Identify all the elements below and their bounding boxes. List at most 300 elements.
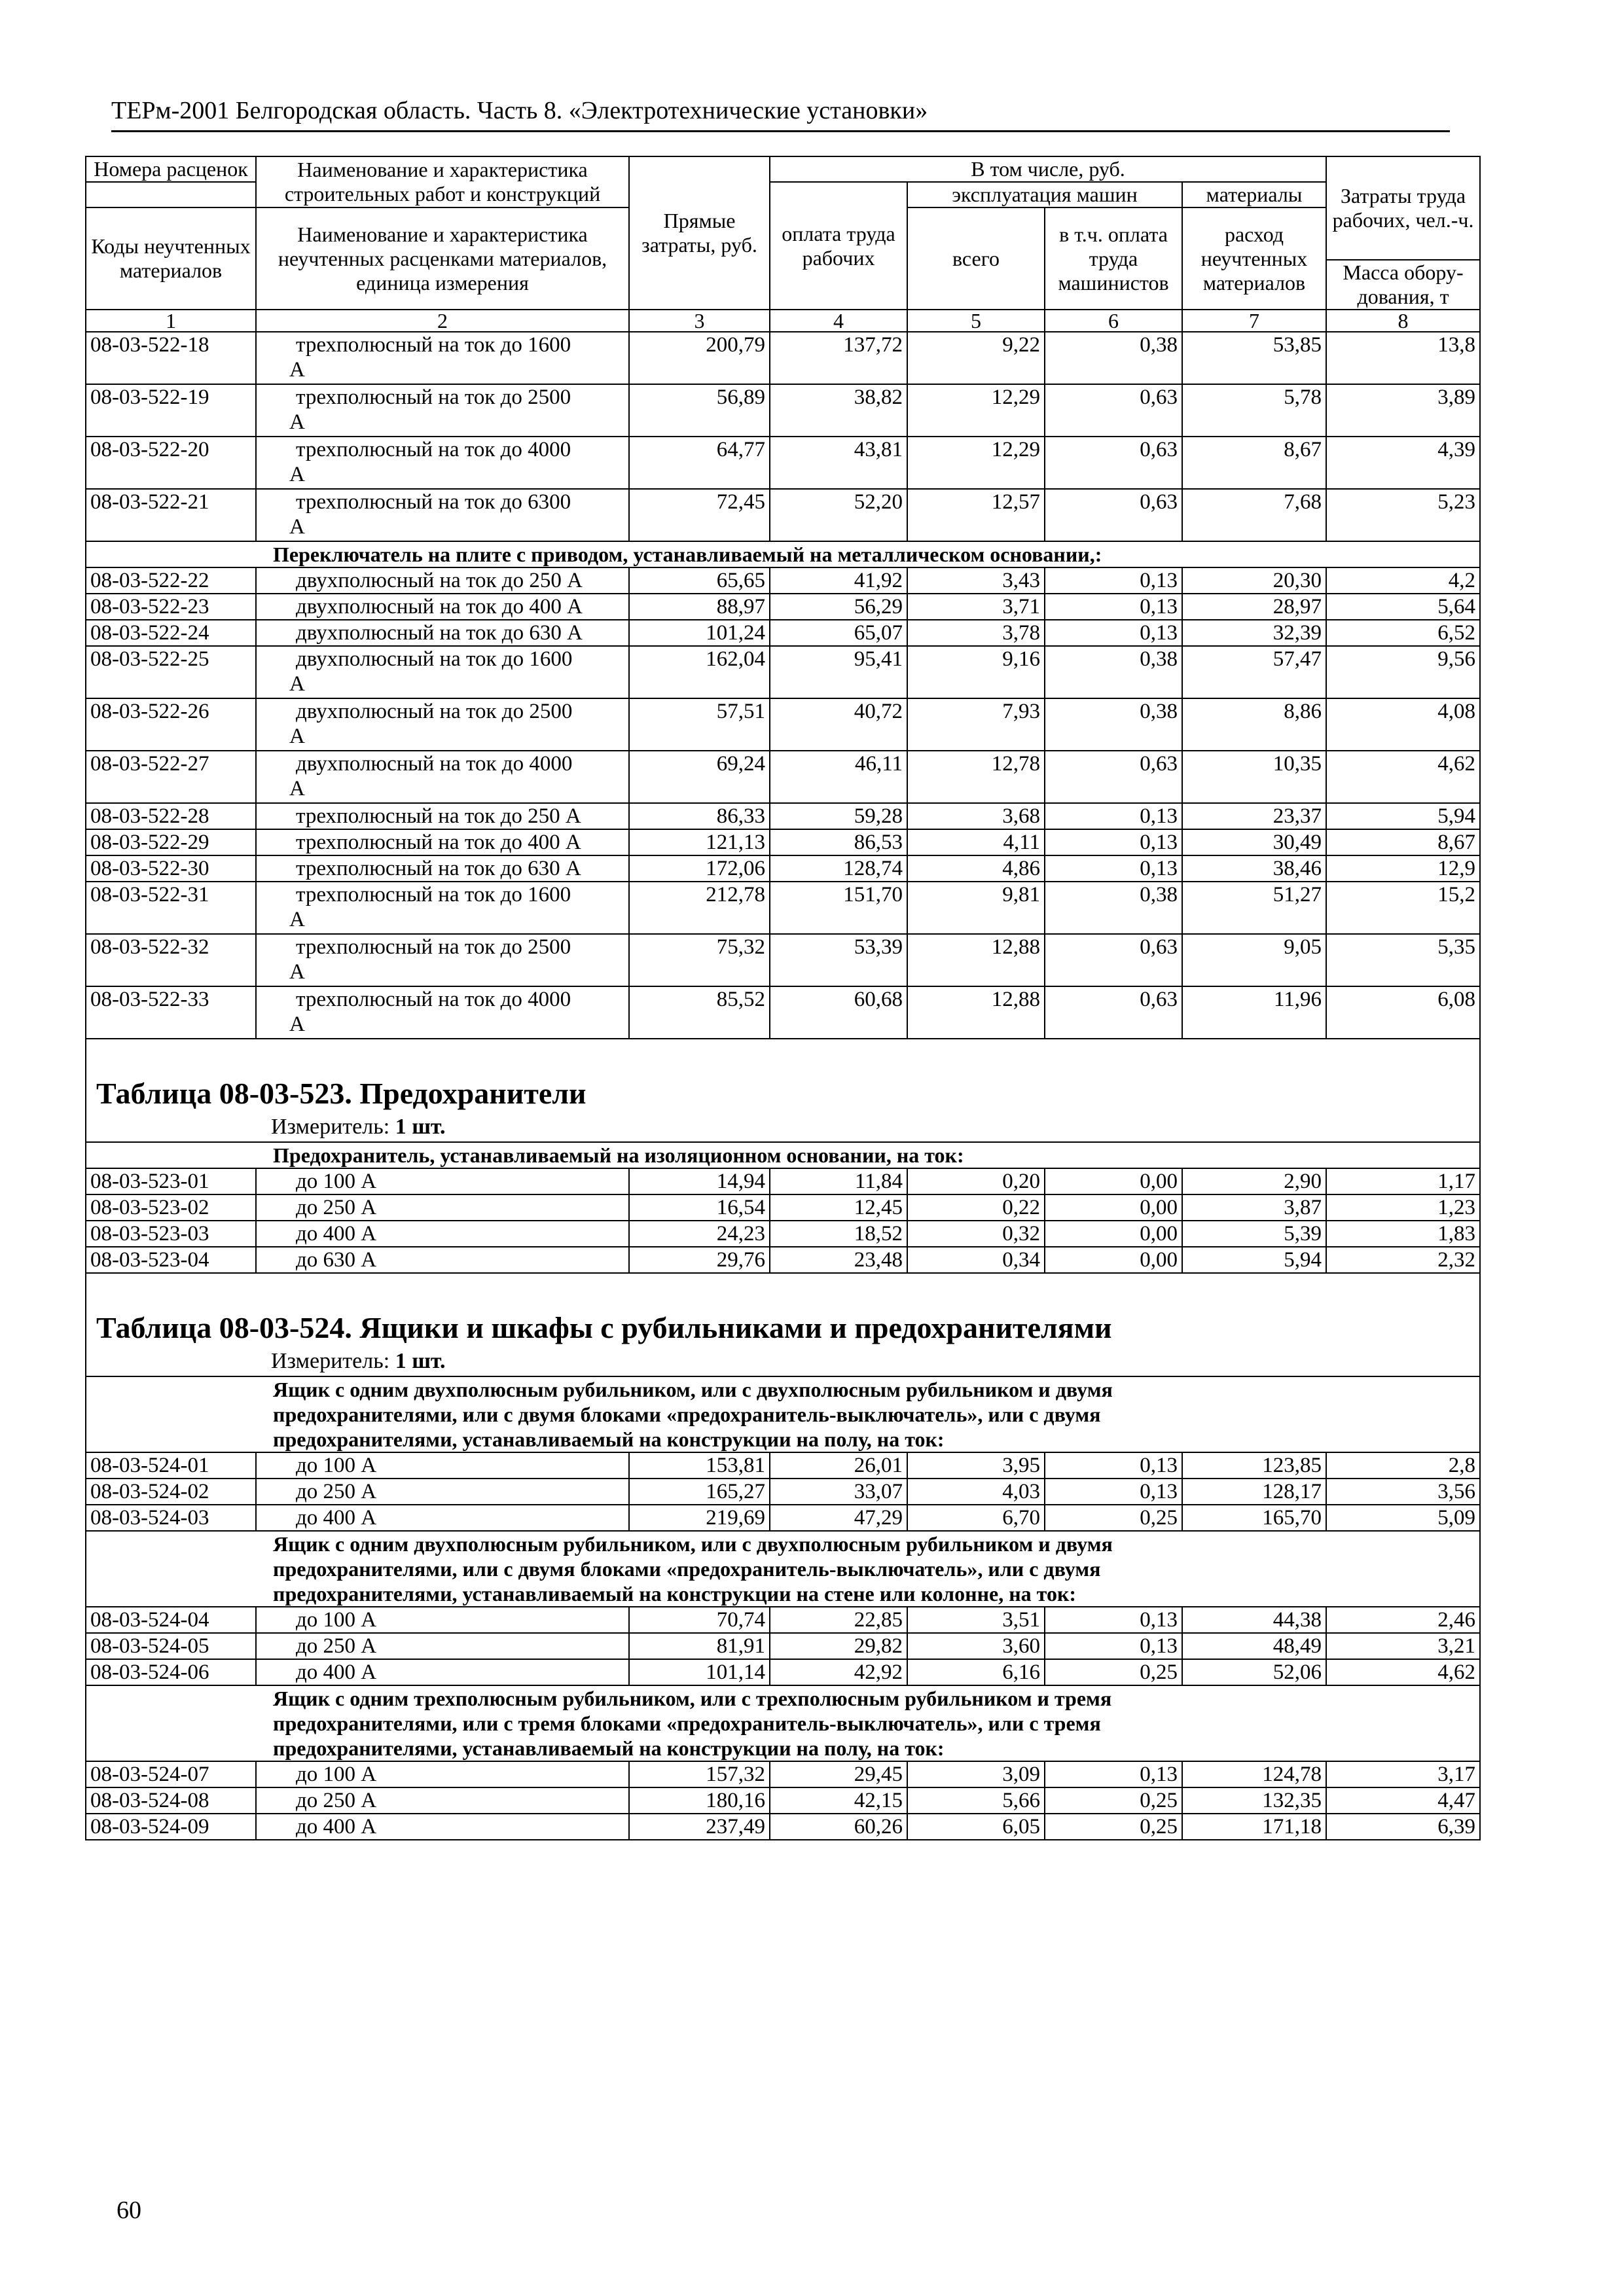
measure-label: Измеритель: bbox=[271, 1349, 390, 1373]
rate-value: 162,04 bbox=[629, 646, 770, 698]
rate-value: 5,35 bbox=[1326, 934, 1480, 986]
rate-value: 6,70 bbox=[907, 1505, 1045, 1531]
table-row bbox=[86, 384, 1480, 437]
rate-value: 0,32 bbox=[907, 1221, 1045, 1247]
rate-value: 23,37 bbox=[1182, 803, 1326, 829]
rate-value: 5,64 bbox=[1326, 594, 1480, 620]
rate-value: 0,63 bbox=[1045, 437, 1182, 489]
table-title: Таблица 08-03-523. Предохранители bbox=[86, 1073, 1480, 1113]
rate-value: 10,35 bbox=[1182, 751, 1326, 803]
rate-value: 46,11 bbox=[770, 751, 907, 803]
measure-value: 1 шт. bbox=[395, 1115, 446, 1139]
measure-row bbox=[86, 1347, 1480, 1376]
group-heading-line: Ящик с одним двухполюсным рубильником, или с двухполюсным рубильником и двумя bbox=[273, 1378, 1113, 1401]
rate-value: 13,8 bbox=[1326, 332, 1480, 384]
rate-value: 165,27 bbox=[629, 1479, 770, 1505]
rate-value: 0,00 bbox=[1045, 1247, 1182, 1273]
rate-value: 14,94 bbox=[629, 1168, 770, 1194]
rate-unit: А bbox=[289, 908, 305, 931]
rate-name-text: двухполюсный на ток до 1600 bbox=[296, 647, 573, 671]
rate-name-text: трехполюсный на ток до 1600 bbox=[296, 333, 571, 357]
measure-row bbox=[86, 1113, 1480, 1142]
rate-value: 72,45 bbox=[629, 489, 770, 541]
rate-name-text: до 250 А bbox=[296, 1789, 377, 1812]
rate-value: 3,09 bbox=[907, 1761, 1045, 1787]
rate-value: 53,39 bbox=[770, 934, 907, 986]
rate-name-text: до 100 А bbox=[296, 1608, 377, 1632]
rate-value: 5,94 bbox=[1326, 803, 1480, 829]
table-row bbox=[86, 1505, 1480, 1531]
rate-value: 28,97 bbox=[1182, 594, 1326, 620]
rate-value: 3,71 bbox=[907, 594, 1045, 620]
rate-name-text: до 250 А bbox=[296, 1196, 377, 1219]
rate-value: 3,56 bbox=[1326, 1479, 1480, 1505]
header-equipment-mass: Масса обору-дования, т bbox=[1326, 260, 1480, 310]
rate-value: 0,38 bbox=[1045, 332, 1182, 384]
table-row bbox=[86, 986, 1480, 1039]
rate-value: 1,83 bbox=[1326, 1221, 1480, 1247]
rate-unit: А bbox=[289, 960, 305, 984]
rate-name-text: трехполюсный на ток до 1600 bbox=[296, 883, 571, 906]
rate-name bbox=[256, 1787, 629, 1814]
rate-code: 08-03-524-07 bbox=[86, 1761, 256, 1787]
table-row bbox=[86, 620, 1480, 646]
rate-name bbox=[256, 1505, 629, 1531]
rate-value: 12,57 bbox=[907, 489, 1045, 541]
table-title: Таблица 08-03-524. Ящики и шкафы с рубильниками и предохранителями bbox=[86, 1308, 1480, 1347]
rate-value: 0,25 bbox=[1045, 1814, 1182, 1840]
rate-value: 172,06 bbox=[629, 855, 770, 882]
rate-value: 1,17 bbox=[1326, 1168, 1480, 1194]
header-material-consumption: расход неучтенных материалов bbox=[1182, 207, 1326, 310]
rate-value: 43,81 bbox=[770, 437, 907, 489]
table-row bbox=[86, 1607, 1480, 1633]
column-number: 1 bbox=[86, 310, 256, 332]
rate-value: 0,13 bbox=[1045, 567, 1182, 594]
rate-name bbox=[256, 698, 629, 751]
rate-code: 08-03-522-29 bbox=[86, 829, 256, 855]
rate-value: 128,17 bbox=[1182, 1479, 1326, 1505]
rate-name bbox=[256, 332, 629, 384]
rate-value: 12,78 bbox=[907, 751, 1045, 803]
rate-value: 3,95 bbox=[907, 1452, 1045, 1479]
rate-value: 32,39 bbox=[1182, 620, 1326, 646]
rate-name bbox=[256, 934, 629, 986]
rate-value: 123,85 bbox=[1182, 1452, 1326, 1479]
rate-name-text: трехполюсный на ток до 250 А bbox=[296, 804, 581, 828]
rate-name bbox=[256, 829, 629, 855]
table-row bbox=[86, 646, 1480, 698]
rate-name bbox=[256, 620, 629, 646]
rate-code: 08-03-522-19 bbox=[86, 384, 256, 437]
rate-code: 08-03-524-04 bbox=[86, 1607, 256, 1633]
rate-value: 3,60 bbox=[907, 1633, 1045, 1659]
rate-value: 4,11 bbox=[907, 829, 1045, 855]
column-number: 8 bbox=[1326, 310, 1480, 332]
rate-value: 101,24 bbox=[629, 620, 770, 646]
rate-value: 3,89 bbox=[1326, 384, 1480, 437]
rate-value: 0,13 bbox=[1045, 594, 1182, 620]
rate-unit: А bbox=[289, 1013, 305, 1036]
group-heading bbox=[86, 1531, 1480, 1607]
column-number: 5 bbox=[907, 310, 1045, 332]
rate-code: 08-03-522-31 bbox=[86, 882, 256, 934]
rate-value: 0,38 bbox=[1045, 882, 1182, 934]
rate-value: 0,00 bbox=[1045, 1194, 1182, 1221]
rate-name-text: двухполюсный на ток до 250 А bbox=[296, 569, 583, 592]
rate-value: 33,07 bbox=[770, 1479, 907, 1505]
rate-code: 08-03-523-01 bbox=[86, 1168, 256, 1194]
rate-code: 08-03-524-09 bbox=[86, 1814, 256, 1840]
rate-value: 8,67 bbox=[1326, 829, 1480, 855]
rate-name bbox=[256, 986, 629, 1039]
rate-name bbox=[256, 646, 629, 698]
group-heading-line: предохранителями, или с двумя блоками «предохранитель-выключатель», или с двумя bbox=[273, 1403, 1101, 1426]
rate-name-text: до 400 А bbox=[296, 1506, 377, 1530]
rate-code: 08-03-522-30 bbox=[86, 855, 256, 882]
rate-name bbox=[256, 1659, 629, 1685]
rate-name-text: до 250 А bbox=[296, 1480, 377, 1503]
rate-unit: А bbox=[289, 725, 305, 748]
measure-unit bbox=[86, 1113, 1480, 1142]
rate-value: 11,96 bbox=[1182, 986, 1326, 1039]
rate-value: 4,2 bbox=[1326, 567, 1480, 594]
page-header: ТЕРм-2001 Белгородская область. Часть 8. «Электротехнические установки» bbox=[111, 95, 1450, 132]
rate-name bbox=[256, 1247, 629, 1273]
group-heading-line: предохранителями, или с тремя блоками «предохранитель-выключатель», или с тремя bbox=[273, 1712, 1101, 1735]
header-materials: материалы bbox=[1182, 182, 1326, 207]
group-row bbox=[86, 1142, 1480, 1168]
rate-name bbox=[256, 437, 629, 489]
header-including: В том числе, руб. bbox=[770, 156, 1326, 182]
rate-value: 180,16 bbox=[629, 1787, 770, 1814]
rate-code: 08-03-524-06 bbox=[86, 1659, 256, 1685]
rate-value: 0,25 bbox=[1045, 1659, 1182, 1685]
group-heading-line: предохранителями, устанавливаемый на конструкции на полу, на ток: bbox=[273, 1736, 945, 1760]
rate-name-text: двухполюсный на ток до 4000 bbox=[296, 752, 573, 776]
rate-value: 1,23 bbox=[1326, 1194, 1480, 1221]
rate-value: 3,51 bbox=[907, 1607, 1045, 1633]
header-rate-numbers-2 bbox=[86, 182, 256, 207]
rate-value: 5,39 bbox=[1182, 1221, 1326, 1247]
rate-code: 08-03-522-33 bbox=[86, 986, 256, 1039]
rate-code: 08-03-524-05 bbox=[86, 1633, 256, 1659]
rate-value: 171,18 bbox=[1182, 1814, 1326, 1840]
rate-name-text: двухполюсный на ток до 2500 bbox=[296, 700, 573, 723]
rate-name-text: трехполюсный на ток до 2500 bbox=[296, 386, 571, 409]
group-heading-line: предохранителями, или с двумя блоками «предохранитель-выключатель», или с двумя bbox=[273, 1557, 1101, 1581]
rate-value: 0,13 bbox=[1045, 855, 1182, 882]
rate-value: 9,05 bbox=[1182, 934, 1326, 986]
rate-code: 08-03-522-25 bbox=[86, 646, 256, 698]
table-row bbox=[86, 803, 1480, 829]
rate-value: 0,13 bbox=[1045, 1633, 1182, 1659]
rate-value: 0,20 bbox=[907, 1168, 1045, 1194]
rate-code: 08-03-524-02 bbox=[86, 1479, 256, 1505]
rate-value: 151,70 bbox=[770, 882, 907, 934]
rate-unit: А bbox=[289, 672, 305, 696]
group-heading bbox=[86, 1685, 1480, 1761]
rate-value: 3,68 bbox=[907, 803, 1045, 829]
rate-value: 52,06 bbox=[1182, 1659, 1326, 1685]
rate-value: 3,21 bbox=[1326, 1633, 1480, 1659]
rate-value: 4,47 bbox=[1326, 1787, 1480, 1814]
table-row bbox=[86, 1479, 1480, 1505]
table-row bbox=[86, 1787, 1480, 1814]
rate-value: 3,87 bbox=[1182, 1194, 1326, 1221]
rate-value: 40,72 bbox=[770, 698, 907, 751]
table-row bbox=[86, 829, 1480, 855]
rate-value: 5,66 bbox=[907, 1787, 1045, 1814]
rate-name-text: трехполюсный на ток до 4000 bbox=[296, 438, 571, 461]
rate-value: 9,22 bbox=[907, 332, 1045, 384]
rate-value: 8,67 bbox=[1182, 437, 1326, 489]
rate-value: 7,93 bbox=[907, 698, 1045, 751]
rate-code: 08-03-522-20 bbox=[86, 437, 256, 489]
rate-value: 0,13 bbox=[1045, 620, 1182, 646]
rate-value: 69,24 bbox=[629, 751, 770, 803]
rate-value: 30,49 bbox=[1182, 829, 1326, 855]
rate-value: 60,68 bbox=[770, 986, 907, 1039]
table-row bbox=[86, 698, 1480, 751]
rate-value: 70,74 bbox=[629, 1607, 770, 1633]
header-rate-numbers: Номера расценок bbox=[86, 156, 256, 182]
rate-code: 08-03-523-03 bbox=[86, 1221, 256, 1247]
rate-value: 0,13 bbox=[1045, 1452, 1182, 1479]
header-material-codes: Коды неучтенных материалов bbox=[86, 207, 256, 310]
rate-value: 38,82 bbox=[770, 384, 907, 437]
rate-value: 6,39 bbox=[1326, 1814, 1480, 1840]
rate-value: 0,25 bbox=[1045, 1787, 1182, 1814]
rate-value: 6,52 bbox=[1326, 620, 1480, 646]
rate-value: 5,23 bbox=[1326, 489, 1480, 541]
rate-name-text: трехполюсный на ток до 630 А bbox=[296, 857, 581, 880]
rate-value: 2,90 bbox=[1182, 1168, 1326, 1194]
column-number: 3 bbox=[629, 310, 770, 332]
rate-code: 08-03-522-26 bbox=[86, 698, 256, 751]
rate-value: 3,43 bbox=[907, 567, 1045, 594]
rate-name-text: трехполюсный на ток до 4000 bbox=[296, 988, 571, 1011]
rate-value: 2,8 bbox=[1326, 1452, 1480, 1479]
rate-value: 6,08 bbox=[1326, 986, 1480, 1039]
rate-value: 0,00 bbox=[1045, 1221, 1182, 1247]
measure-label: Измеритель: bbox=[271, 1115, 390, 1139]
rate-unit: А bbox=[289, 777, 305, 800]
rate-value: 101,14 bbox=[629, 1659, 770, 1685]
group-heading bbox=[86, 1376, 1480, 1452]
rate-value: 4,03 bbox=[907, 1479, 1045, 1505]
rate-name-text: до 400 А bbox=[296, 1815, 377, 1839]
table-row bbox=[86, 332, 1480, 384]
table-row bbox=[86, 882, 1480, 934]
rate-value: 42,15 bbox=[770, 1787, 907, 1814]
header-labor-costs: Затраты труда рабочих, чел.-ч. bbox=[1326, 156, 1480, 260]
rate-value: 9,16 bbox=[907, 646, 1045, 698]
rate-name bbox=[256, 1761, 629, 1787]
rates-table bbox=[85, 156, 1481, 1840]
rate-value: 124,78 bbox=[1182, 1761, 1326, 1787]
rate-value: 137,72 bbox=[770, 332, 907, 384]
rate-value: 23,48 bbox=[770, 1247, 907, 1273]
rate-value: 7,68 bbox=[1182, 489, 1326, 541]
table-row bbox=[86, 1221, 1480, 1247]
rate-value: 51,27 bbox=[1182, 882, 1326, 934]
rate-value: 52,20 bbox=[770, 489, 907, 541]
rate-value: 0,22 bbox=[907, 1194, 1045, 1221]
spacer bbox=[86, 1039, 1480, 1073]
spacer bbox=[86, 1273, 1480, 1308]
rate-value: 11,84 bbox=[770, 1168, 907, 1194]
rate-name bbox=[256, 1194, 629, 1221]
rate-name-text: до 630 А bbox=[296, 1248, 377, 1272]
rate-value: 24,23 bbox=[629, 1221, 770, 1247]
group-row bbox=[86, 1685, 1480, 1761]
rate-value: 16,54 bbox=[629, 1194, 770, 1221]
rate-value: 0,63 bbox=[1045, 751, 1182, 803]
rate-value: 9,81 bbox=[907, 882, 1045, 934]
table-title-row bbox=[86, 1073, 1480, 1113]
rate-value: 56,89 bbox=[629, 384, 770, 437]
rate-value: 12,29 bbox=[907, 437, 1045, 489]
page-number: 60 bbox=[117, 2197, 141, 2224]
rate-name bbox=[256, 1607, 629, 1633]
rate-value: 88,97 bbox=[629, 594, 770, 620]
rate-value: 6,05 bbox=[907, 1814, 1045, 1840]
spacer-row bbox=[86, 1039, 1480, 1073]
rate-name bbox=[256, 855, 629, 882]
rate-value: 2,32 bbox=[1326, 1247, 1480, 1273]
rate-name-text: до 400 А bbox=[296, 1222, 377, 1246]
rate-value: 57,51 bbox=[629, 698, 770, 751]
rate-value: 38,46 bbox=[1182, 855, 1326, 882]
rate-value: 86,53 bbox=[770, 829, 907, 855]
group-heading: Предохранитель, устанавливаемый на изоляционном основании, на ток: bbox=[86, 1142, 1480, 1168]
header-machine-total: всего bbox=[907, 207, 1045, 310]
group-heading-line: предохранителями, устанавливаемый на конструкции на стене или колонне, на ток: bbox=[273, 1582, 1077, 1605]
header-work-name: Наименование и характеристика строительных работ и конструкций bbox=[256, 156, 629, 207]
rate-value: 132,35 bbox=[1182, 1787, 1326, 1814]
rate-value: 219,69 bbox=[629, 1505, 770, 1531]
rate-value: 4,86 bbox=[907, 855, 1045, 882]
rate-name bbox=[256, 1168, 629, 1194]
rate-name bbox=[256, 1479, 629, 1505]
rate-value: 65,07 bbox=[770, 620, 907, 646]
rate-value: 0,13 bbox=[1045, 803, 1182, 829]
rate-code: 08-03-522-32 bbox=[86, 934, 256, 986]
rate-value: 29,45 bbox=[770, 1761, 907, 1787]
rate-value: 41,92 bbox=[770, 567, 907, 594]
rate-name bbox=[256, 594, 629, 620]
rate-value: 95,41 bbox=[770, 646, 907, 698]
rate-value: 15,2 bbox=[1326, 882, 1480, 934]
rate-value: 212,78 bbox=[629, 882, 770, 934]
rate-name-text: до 400 А bbox=[296, 1660, 377, 1684]
rate-value: 26,01 bbox=[770, 1452, 907, 1479]
rate-value: 8,86 bbox=[1182, 698, 1326, 751]
rate-code: 08-03-522-21 bbox=[86, 489, 256, 541]
table-row bbox=[86, 489, 1480, 541]
rate-name-text: трехполюсный на ток до 2500 bbox=[296, 935, 571, 959]
rate-value: 4,08 bbox=[1326, 698, 1480, 751]
rate-value: 165,70 bbox=[1182, 1505, 1326, 1531]
rate-value: 6,16 bbox=[907, 1659, 1045, 1685]
rate-name-text: до 100 А bbox=[296, 1763, 377, 1786]
rate-name-text: двухполюсный на ток до 630 А bbox=[296, 621, 583, 645]
rate-value: 0,63 bbox=[1045, 384, 1182, 437]
table-row bbox=[86, 855, 1480, 882]
rate-value: 53,85 bbox=[1182, 332, 1326, 384]
rate-value: 0,63 bbox=[1045, 934, 1182, 986]
column-number: 2 bbox=[256, 310, 629, 332]
rate-name bbox=[256, 384, 629, 437]
rate-name-text: трехполюсный на ток до 6300 bbox=[296, 490, 571, 514]
rate-value: 0,13 bbox=[1045, 1479, 1182, 1505]
rate-name-text: трехполюсный на ток до 400 А bbox=[296, 831, 581, 854]
rate-unit: А bbox=[289, 515, 305, 539]
spacer-row bbox=[86, 1273, 1480, 1308]
group-row bbox=[86, 1531, 1480, 1607]
rate-value: 0,13 bbox=[1045, 1607, 1182, 1633]
rate-code: 08-03-523-02 bbox=[86, 1194, 256, 1221]
rate-unit: А bbox=[289, 463, 305, 486]
rate-value: 4,62 bbox=[1326, 751, 1480, 803]
rate-value: 128,74 bbox=[770, 855, 907, 882]
rate-value: 237,49 bbox=[629, 1814, 770, 1840]
header-direct-costs: Прямые затраты, руб. bbox=[629, 156, 770, 310]
table-row bbox=[86, 1452, 1480, 1479]
rate-value: 3,17 bbox=[1326, 1761, 1480, 1787]
rate-value: 5,09 bbox=[1326, 1505, 1480, 1531]
rate-value: 153,81 bbox=[629, 1452, 770, 1479]
rate-value: 60,26 bbox=[770, 1814, 907, 1840]
rate-value: 5,78 bbox=[1182, 384, 1326, 437]
rate-value: 121,13 bbox=[629, 829, 770, 855]
rate-value: 20,30 bbox=[1182, 567, 1326, 594]
rate-code: 08-03-524-03 bbox=[86, 1505, 256, 1531]
group-heading-line: предохранителями, устанавливаемый на конструкции на полу, на ток: bbox=[273, 1427, 945, 1451]
rate-code: 08-03-522-22 bbox=[86, 567, 256, 594]
rate-code: 08-03-523-04 bbox=[86, 1247, 256, 1273]
rate-name bbox=[256, 567, 629, 594]
rate-value: 65,65 bbox=[629, 567, 770, 594]
group-row bbox=[86, 541, 1480, 567]
rate-value: 18,52 bbox=[770, 1221, 907, 1247]
rate-value: 47,29 bbox=[770, 1505, 907, 1531]
rate-value: 0,13 bbox=[1045, 1761, 1182, 1787]
rate-value: 200,79 bbox=[629, 332, 770, 384]
header-material-names: Наименование и характеристика неучтенных расценками материалов, единица измерения bbox=[256, 207, 629, 310]
rate-value: 12,9 bbox=[1326, 855, 1480, 882]
rate-value: 42,92 bbox=[770, 1659, 907, 1685]
rate-name-text: двухполюсный на ток до 400 А bbox=[296, 595, 583, 619]
group-row bbox=[86, 1376, 1480, 1452]
table-title-row bbox=[86, 1308, 1480, 1347]
table-row bbox=[86, 1168, 1480, 1194]
rate-value: 44,38 bbox=[1182, 1607, 1326, 1633]
rate-name-text: до 250 А bbox=[296, 1634, 377, 1658]
group-heading: Переключатель на плите с приводом, устанавливаемый на металлическом основании,: bbox=[86, 541, 1480, 567]
rate-value: 57,47 bbox=[1182, 646, 1326, 698]
rate-name bbox=[256, 1633, 629, 1659]
rate-code: 08-03-522-27 bbox=[86, 751, 256, 803]
group-heading-line: Ящик с одним двухполюсным рубильником, или с двухполюсным рубильником и двумя bbox=[273, 1532, 1113, 1556]
rate-code: 08-03-522-18 bbox=[86, 332, 256, 384]
column-number: 6 bbox=[1045, 310, 1182, 332]
measure-unit bbox=[86, 1347, 1480, 1376]
rate-name bbox=[256, 803, 629, 829]
rate-value: 29,82 bbox=[770, 1633, 907, 1659]
rate-value: 0,34 bbox=[907, 1247, 1045, 1273]
